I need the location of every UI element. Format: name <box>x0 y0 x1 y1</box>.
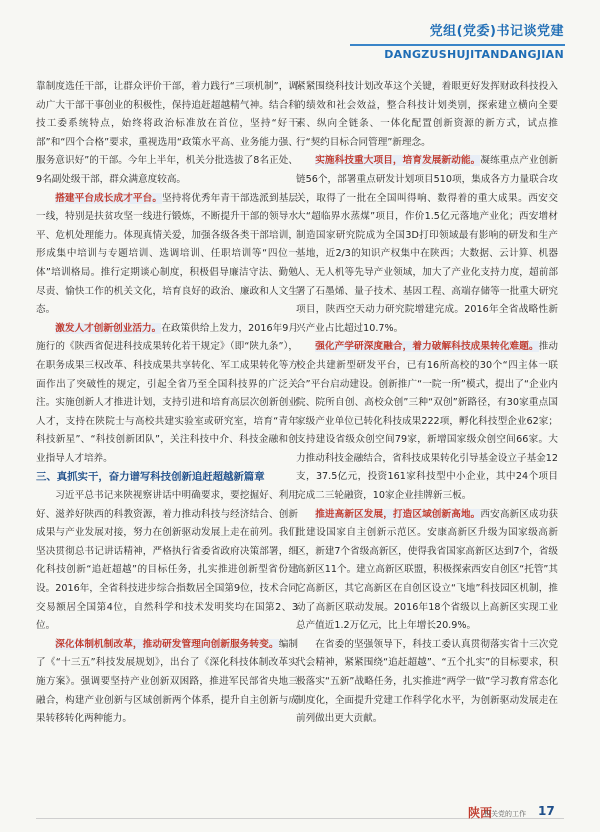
magazine-name: 机关党的工作 <box>484 810 526 818</box>
paragraph: 习近平总书记来陕视察讲话中明确要求，要挖掘好、利用好、滋养好陕西的科教资源，着力推动科技与经济结合、创新成果与产业发展对接，努力在创新驱动发展上走在前列。我们坚决贯彻总书记讲话精神，严格执行省委省政府决策部署，细化科技创新“追赶超越”的目标任务，扎实推进创新型省份建设。2016年，全省科技进步综合指数居全国第9位，技术合同交易额居全国第4位，自然科学和技术发明奖均在国第2、3位。 <box>36 490 298 632</box>
subsection-heading: 激发人才创新创业活力。 <box>55 322 162 334</box>
subsection-heading: 搭建平台成长成才平台。 <box>55 192 163 204</box>
header-rule <box>350 44 565 46</box>
section-heading: 三、真抓实干，奋力谱写科技创新追赶超越新篇章 <box>36 471 265 484</box>
left-column <box>36 78 298 729</box>
page-number: 17 <box>538 804 555 818</box>
subsection-paragraph <box>36 190 298 320</box>
subsection-paragraph <box>296 338 558 505</box>
subsection-paragraph <box>296 152 558 338</box>
subsection-paragraph <box>36 320 298 469</box>
paragraph-text: 坚持将优秀年青干部选派到基层一线，特别是扶贫攻坚一线进行锻炼，不断提升干部的领导水平、危机处理能力。体现真情关爱，加强各级各类干部培训，形成集中培训与专题培训、选调培训、任职培训等“四位一体”培训格局。推行定期谈心制度，积极倡导廉洁守法、勤勉尽责、愉快工作的机关文化，培育良好的政治、廉政和人文生态。 <box>36 192 299 316</box>
right-column <box>296 78 558 729</box>
subsection-heading: 推进高新区发展，打造区域创新高地。 <box>315 508 481 520</box>
subsection-heading: 深化体制机制改革，推动研发管理向创新服务转变。 <box>55 638 279 650</box>
subsection-heading: 强化产学研深度融合，着力破解科技成果转化难题。 <box>315 341 539 353</box>
subsection-paragraph <box>296 506 558 636</box>
paragraph: 靠制度选任干部，让群众评价干部，着力践行“三项机制”，调动广大干部干事创业的积极性，保持追赶超越精气神。结合科技工委系统特点，始终将政治标准放在首位，坚持“好干部”和“四个合格”要求，重视选用“政策水平高、业务能力强、服务意识好”的干部。今年上半年，机关分批选拔了8名正处、9名副处级干部，群众满意度较高。 <box>36 81 298 185</box>
column-title: 党组(党委)书记谈党建 <box>429 24 564 39</box>
magazine-logo: 陕西 <box>468 806 493 820</box>
paragraph: 在省委的坚强领导下，科技工委认真贯彻落实省十三次党代会精神，紧紧围绕“追赶超越”、“五个扎实”的目标要求，积极落实“五新”战略任务，扎实推进“两学一做”学习教育常态化制度化，全面提升党建工作科学化水平，为创新驱动发展走在前列做出更大贡献。 <box>296 638 558 725</box>
paragraph-text: 西安高新区成功获批建设国家自主创新示范区。安康高新区升级为国家级高新区，新建7个省级高新区，使得我省国家高新区达到7个，省级高新区11个。建立高新区联盟，积极探索西安自创区“托管”其它高新区，其它高新区在自创区设立“飞地”科技园区机制，推动了高新区联动发展。2016年18个省级以上高新区实现工业总产值近1.2万亿元，比上年增长20.9%。 <box>296 508 559 632</box>
paragraph-text: 在政策供给上发力，2016年9月施行的《陕西省促进科技成果转化若干规定》（即“陕九条”），在职务成果三权改革、科技成果共享转化、军工成果转化等方面作出了突破性的规定，引起全省乃至全国科技界的广泛关注。实施创新人才推进计划，支持引进和培育高层次创新创业人才，支持在陕院士与高校共建实验室或研究室，培育“青年科技新星”、“科技创新团队”，关注科技中介、科技金融和创业指导人才培养。 <box>36 322 298 464</box>
paragraph-text: 推动校企共建新型研发平台，已有16所高校的30个“四主体一联合”平台启动建设。创新推广“一院一所”模式，提出了“企业内院、院所自创、高校众创”三种“双创”新路径，有30家重点国家级产业单位已转化科技成果222项，孵化科技型企业62家；支持建设省级众创空间79家，新增国家级众创空间66家。大力推动科技金融结合，省科技成果转化引导基金设立子基金12支，37.5亿元，投资161家科技型中小企业，其中24个项目完成二三轮融资，10家企业挂牌新三板。 <box>296 341 559 502</box>
paragraph-text: 编制了《“十三五”科技发展规划》，出台了《深化科技体制改革实施方案》。强调要坚持产业创新双困路，推进军民部省央地三融合，构建产业创新与区域创新两个体系，提升自主创新与成果转移转化两种能力。 <box>36 638 299 725</box>
subsection-heading: 实施科技重大项目，培育发展新动能。 <box>315 155 481 167</box>
column-title-pinyin: DANGZUSHUJITANDANGJIAN <box>384 48 564 61</box>
paragraph-text: 凝练重点产业创新链56个，部署重点研发计划项目510项，集成各方力量联合攻关，取得了一批在全国叫得响、数得着的重大成果。西安交大“超临界水蒸煤”项目，作价1.5亿元落地产业化；西安增材制造国家研究院成为全国3D打印领域最有影响的研发和生产基地，近2/3的知识产权集中在陕西；大数据、云计算、机器人、无人机等先导产业领域，加大了产业化支持力度，超前部署了石墨烯、量子技术、基因工程、高端存储等一批重大研究项目，陕西空天动力研究院增建完成。2016年全省战略性新兴产业占比超过10.7%。 <box>296 155 559 334</box>
paragraph: 紧紧围绕科技计划改革这个关键，着眼更好发挥财政科技投入的绩效和社会效益，整合科技计划类别，探索建立横向全要素、纵向全链条、一体化配置创新资源的新方式，试点推行“契约目标合同管理”新理念。 <box>296 81 558 148</box>
subsection-paragraph <box>36 636 298 729</box>
